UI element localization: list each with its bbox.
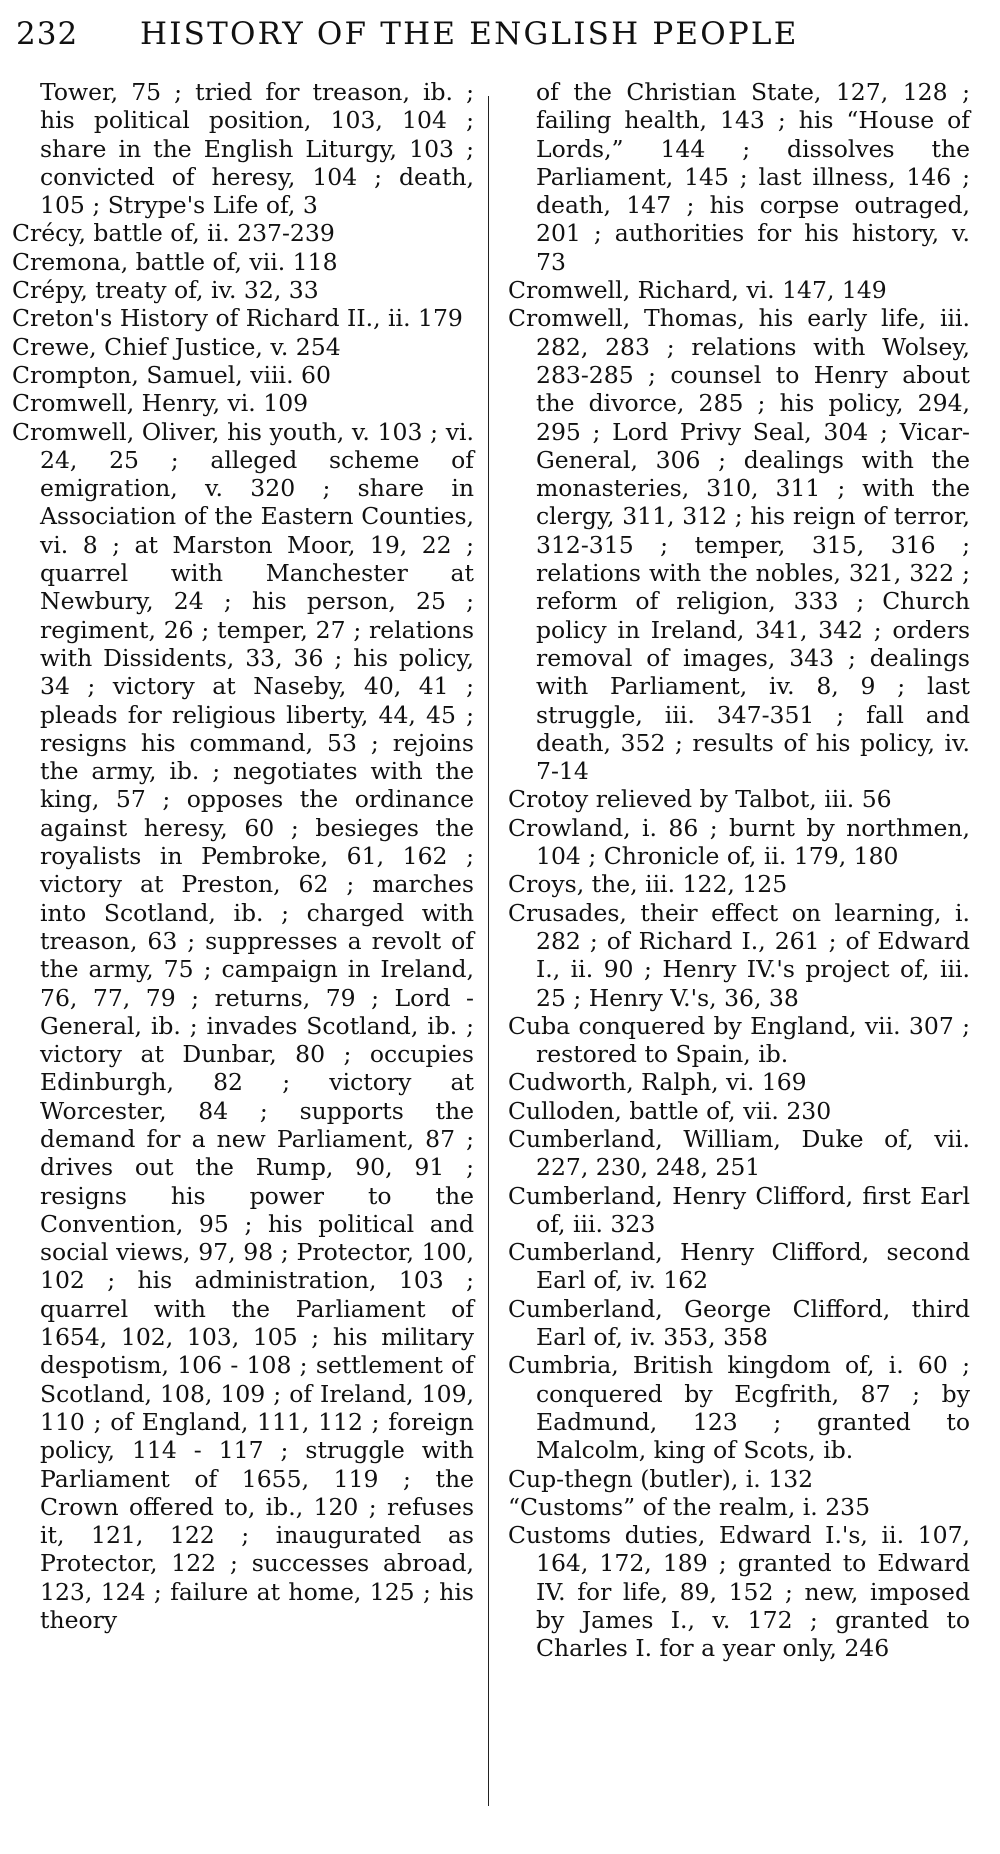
index-entry: Creton's History of Richard II., ii. 179: [12, 304, 463, 333]
index-column-left: [12, 78, 474, 1634]
index-entry: Crusades, their effect on learning, i. 282 ; of Richard I., 261 ; of Edward I., ii. 90 ; Henry IV.'s project of, iii. 25 ; Henry V.'s, 36, 38: [508, 898, 970, 1012]
index-entry: of the Christian State, 127, 128 ; failing health, 143 ; his “House of Lords,” 144 ; dissolves the Parliament, 145 ; last illness, 146 ; death, 147 ; his corpse outraged, 201 ; authorities for his history, v. 73: [536, 78, 970, 276]
page-number: 232: [16, 16, 79, 52]
index-entry: Cumberland, George Clifford, third Earl of, iv. 353, 358: [508, 1294, 970, 1352]
index-entry: Cudworth, Ralph, vi. 169: [508, 1068, 807, 1097]
index-entry: Culloden, battle of, vii. 230: [508, 1096, 832, 1125]
index-entry: Crewe, Chief Justice, v. 254: [12, 332, 341, 361]
index-entry: “Customs” of the realm, i. 235: [508, 1492, 871, 1521]
index-entry: Croys, the, iii. 122, 125: [508, 870, 788, 899]
index-entry: Cromwell, Henry, vi. 109: [12, 389, 309, 418]
index-entry: Cumbria, British kingdom of, i. 60 ; conquered by Ecgfrith, 87 ; by Eadmund, 123 ; granted to Malcolm, king of Scots, ib.: [508, 1351, 970, 1465]
index-entry: Cromwell, Richard, vi. 147, 149: [508, 276, 887, 305]
running-header: [16, 14, 966, 64]
column-divider: [488, 96, 489, 1806]
index-entry: Crowland, i. 86 ; burnt by northmen, 104 ; Chronicle of, ii. 179, 180: [508, 813, 970, 871]
running-title: HISTORY OF THE ENGLISH PEOPLE: [140, 16, 799, 52]
index-entry: Cumberland, Henry Clifford, second Earl of, iv. 162: [508, 1238, 970, 1295]
index-entry: Cromwell, Thomas, his early life, iii. 282, 283 ; relations with Wolsey, 283-285 ; counsel to Henry about the divorce, 285 ; his policy, 294, 295 ; Lord Privy Seal, 304 ; Vicar-General, 306 ; dealings with the monasteries, 310, 311 ; with the clergy, 311, 312 ; his reign of terror, 312-315 ; temper, 315, 316 ; relations with the nobles, 321, 322 ; reform of religion, 333 ; Church policy in Ireland, 341, 342 ; orders removal of images, 343 ; dealings with Parliament, iv. 8, 9 ; last struggle, iii. 347-351 ; fall and death, 352 ; results of his policy, iv. 7-14: [508, 304, 970, 786]
index-entry: Cup-thegn (butler), i. 132: [508, 1464, 814, 1493]
index-column-right: [508, 78, 970, 1663]
index-entry: Cremona, battle of, vii. 118: [12, 247, 338, 276]
index-entry: Cuba conquered by England, vii. 307 ; restored to Spain, ib.: [508, 1011, 970, 1069]
index-entry: Cromwell, Oliver, his youth, v. 103 ; vi. 24, 25 ; alleged scheme of emigration, v. 320 ; share in Association of the Eastern Counties, vi. 8 ; at Marston Moor, 19, 22 ; quarrel with Manchester at Newbury, 24 ; his person, 25 ; regiment, 26 ; temper, 27 ; relations with Dissidents, 33, 36 ; his policy, 34 ; victory at Naseby, 40, 41 ; pleads for religious liberty, 44, 45 ; resigns his command, 53 ; rejoins the army, ib. ; negotiates with the king, 57 ; opposes the ordinance against heresy, 60 ; besieges the royalists in Pembroke, 61, 162 ; victory at Preston, 62 ; marches into Scotland, ib. ; charged with treason, 63 ; suppresses a revolt of the army, 75 ; campaign in Ireland, 76, 77, 79 ; returns, 79 ; Lord - General, ib. ; invades Scotland, ib. ; victory at Dunbar, 80 ; occupies Edinburgh, 82 ; victory at Worcester, 84 ; supports the demand for a new Parliament, 87 ; drives out the Rump, 90, 91 ; resigns his power to the Convention, 95 ; his political and social views, 97, 98 ; Protector, 100, 102 ; his administration, 103 ; quarrel with the Parliament of 1654, 102, 103, 105 ; his military despotism, 106 - 108 ; settlement of Scotland, 108, 109 ; of Ireland, 109, 110 ; of England, 111, 112 ; foreign policy, 114 - 117 ; struggle with Parliament of 1655, 119 ; the Crown offered to, ib., 120 ; refuses it, 121, 122 ; inaugurated as Protector, 122 ; successes abroad, 123, 124 ; failure at home, 125 ; his theory: [12, 417, 474, 1635]
index-entry: Crompton, Samuel, viii. 60: [12, 360, 331, 389]
index-entry: Crotoy relieved by Talbot, iii. 56: [508, 785, 892, 814]
index-entry: Customs duties, Edward I.'s, ii. 107, 164, 172, 189 ; granted to Edward IV. for life, 89, 152 ; new, imposed by James I., v. 172 ; granted to Charles I. for a year only, 246: [508, 1521, 970, 1663]
index-entry: Crécy, battle of, ii. 237-239: [12, 219, 335, 248]
index-entry: Cumberland, Henry Clifford, first Earl of, iii. 323: [508, 1181, 970, 1238]
index-entry: Tower, 75 ; tried for treason, ib. ; his political position, 103, 104 ; share in the English Liturgy, 103 ; convicted of heresy, 104 ; death, 105 ; Strype's Life of, 3: [40, 78, 474, 220]
index-entry: Cumberland, William, Duke of, vii. 227, 230, 248, 251: [508, 1124, 970, 1182]
index-entry: Crépy, treaty of, iv. 32, 33: [12, 276, 319, 305]
